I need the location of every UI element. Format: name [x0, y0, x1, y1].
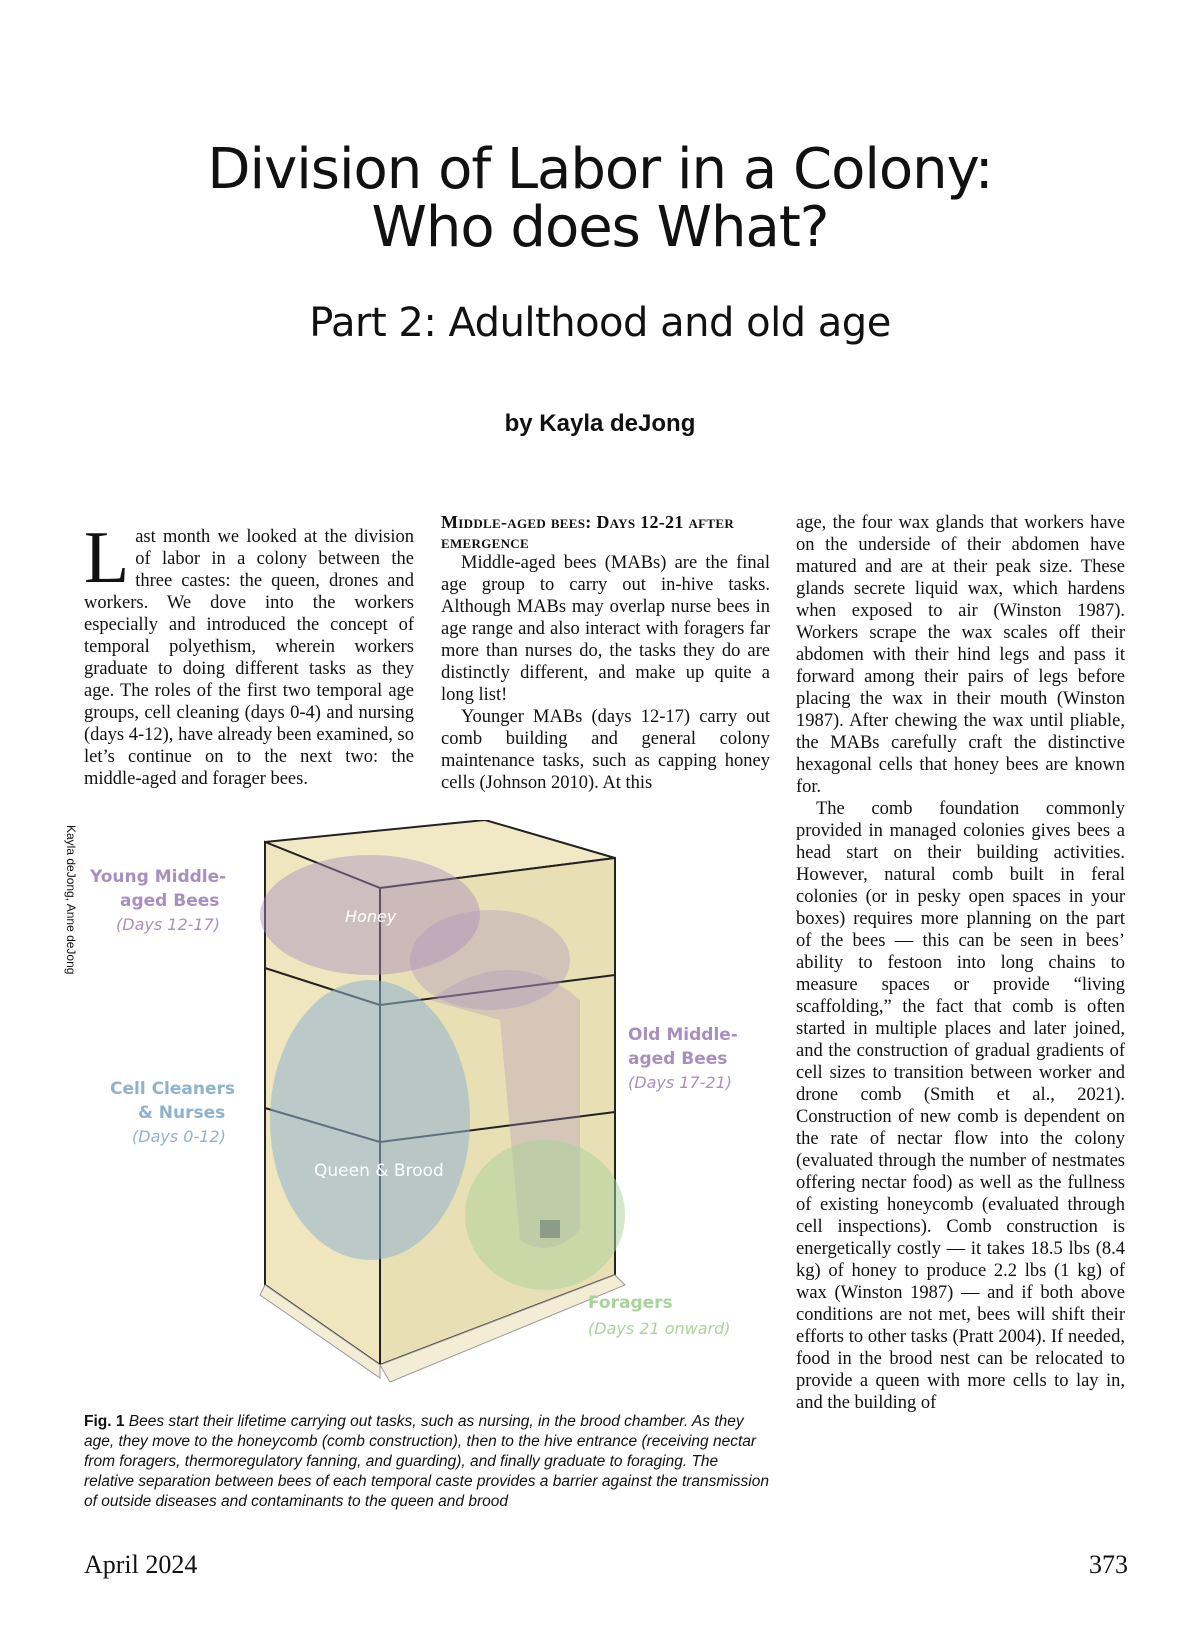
caption-label: Fig. 1: [84, 1413, 125, 1430]
figure-caption: [84, 1412, 770, 1512]
page-number: 373: [1089, 1550, 1128, 1579]
young-mid-days: (Days 12-17): [116, 915, 220, 934]
hive-figure: [80, 820, 770, 1400]
cell-cleaners-label-2: & Nurses: [138, 1103, 226, 1123]
caption-text: Bees start their lifetime carrying out tasks, such as nursing, in the brood chamber. As they age, they move to the honeycomb (comb construction), then to the hive entrance (receiving nectar from foragers, thermoregulatory fanning, and guarding), and finally graduate to foraging. The relative separation between bees of each temporal caste provides a barrier against the transmission of outside diseases and contaminants to the queen and brood: [84, 1413, 769, 1510]
drop-cap: L: [84, 517, 130, 599]
brood-zone: [270, 980, 470, 1260]
photo-credit: Kayla deJong, Anne deJong: [64, 825, 78, 975]
byline: by Kayla deJong: [504, 410, 696, 437]
subtitle: Part 2: Adulthood and old age: [309, 300, 891, 346]
young-mid-label-1: Young Middle-: [90, 867, 227, 887]
paragraph: Middle-aged bees (MABs) are the final age group to carry out in-hive tasks. Although MABs may overlap nurse bees in age range and also interact with foragers far more than nurses do, the tasks they do are distinctly different, and make up quite a long list!: [441, 553, 770, 705]
cell-cleaners-label-1: Cell Cleaners: [110, 1079, 236, 1099]
column-1: [84, 517, 414, 790]
honey-label: Honey: [345, 907, 397, 926]
queen-brood-label: Queen & Brood: [314, 1161, 444, 1181]
paragraph: age, the four wax glands that workers have on the underside of their abdomen have matured and are at their peak size. These glands secrete liquid wax, which hardens when exposed to air (Winston 1987). Workers scrape the wax scales off their abdomen with their hind legs and pass it forward among their pairs of legs before placing the wax in their mouth (Winston 1987). After chewing the wax until pliable, the MABs carefully craft the distinctive hexagonal cells that honey bees are known for.: [796, 513, 1125, 797]
section-heading: Middle-aged bees: Days 12-21 after emergence: [441, 512, 735, 552]
foragers-days: (Days 21 onward): [588, 1319, 731, 1338]
foragers-label: Foragers: [588, 1293, 673, 1313]
forager-zone: [465, 1140, 625, 1290]
title-line-1: Division of Labor in a Colony:: [207, 137, 993, 202]
paragraph: Younger MABs (days 12-17) carry out comb building and general colony maintenance tasks, such as capping honey cells (Johnson 2010). At this: [441, 707, 770, 793]
paragraph: The comb foundation commonly provided in managed colonies gives bees a head start on their building activities. However, natural comb built in feral colonies (or in pesky open spaces in your boxes) requires more planning on the part of the bees — this can be seen in bees’ ability to festoon into long chains to measure spaces or provide “living scaffolding,” the fact that comb is often started in multiple places and later joined, and the construction of gradual gradients of cell sizes to transition between worker and drone comb (Smith et al., 2021). Construction of new comb is dependent on the rate of nectar flow into the colony (evaluated through the number of nestmates offering nectar food) as well as the fullness of existing honeycomb (evaluated through cell inspections). Comb construction is energetically costly — it takes 18.5 lbs (8.4 kg) of honey to produce 2.2 lbs (1 kg) of wax (Winston 1987) — and if both above conditions are not met, bees will shift their efforts to other tasks (Pratt 2004). If needed, food in the brood nest can be relocated to provide a queen with more cells to lay in, and the building of: [796, 799, 1125, 1413]
title-line-2: Who does What?: [371, 195, 829, 260]
cell-cleaners-days: (Days 0-12): [132, 1127, 226, 1146]
old-mid-label-1: Old Middle-: [628, 1025, 738, 1045]
issue-date: April 2024: [84, 1550, 198, 1579]
young-mid-label-2: aged Bees: [120, 891, 220, 911]
old-mid-label-2: aged Bees: [628, 1049, 728, 1069]
column-2: [441, 512, 770, 794]
column-3: [796, 512, 1125, 1414]
old-mid-days: (Days 17-21): [628, 1073, 732, 1092]
paragraph: ast month we looked at the division of labor in a colony between the three castes: the queen, drones and workers. We dove into the workers especially and introduced the concept of temporal polyethism, wherein workers graduate to doing different tasks as they age. The roles of the first two temporal age groups, cell cleaning (days 0-4) and nursing (days 4-12), have already been examined, so let’s continue on to the next two: the middle-aged and forager bees.: [84, 527, 414, 789]
